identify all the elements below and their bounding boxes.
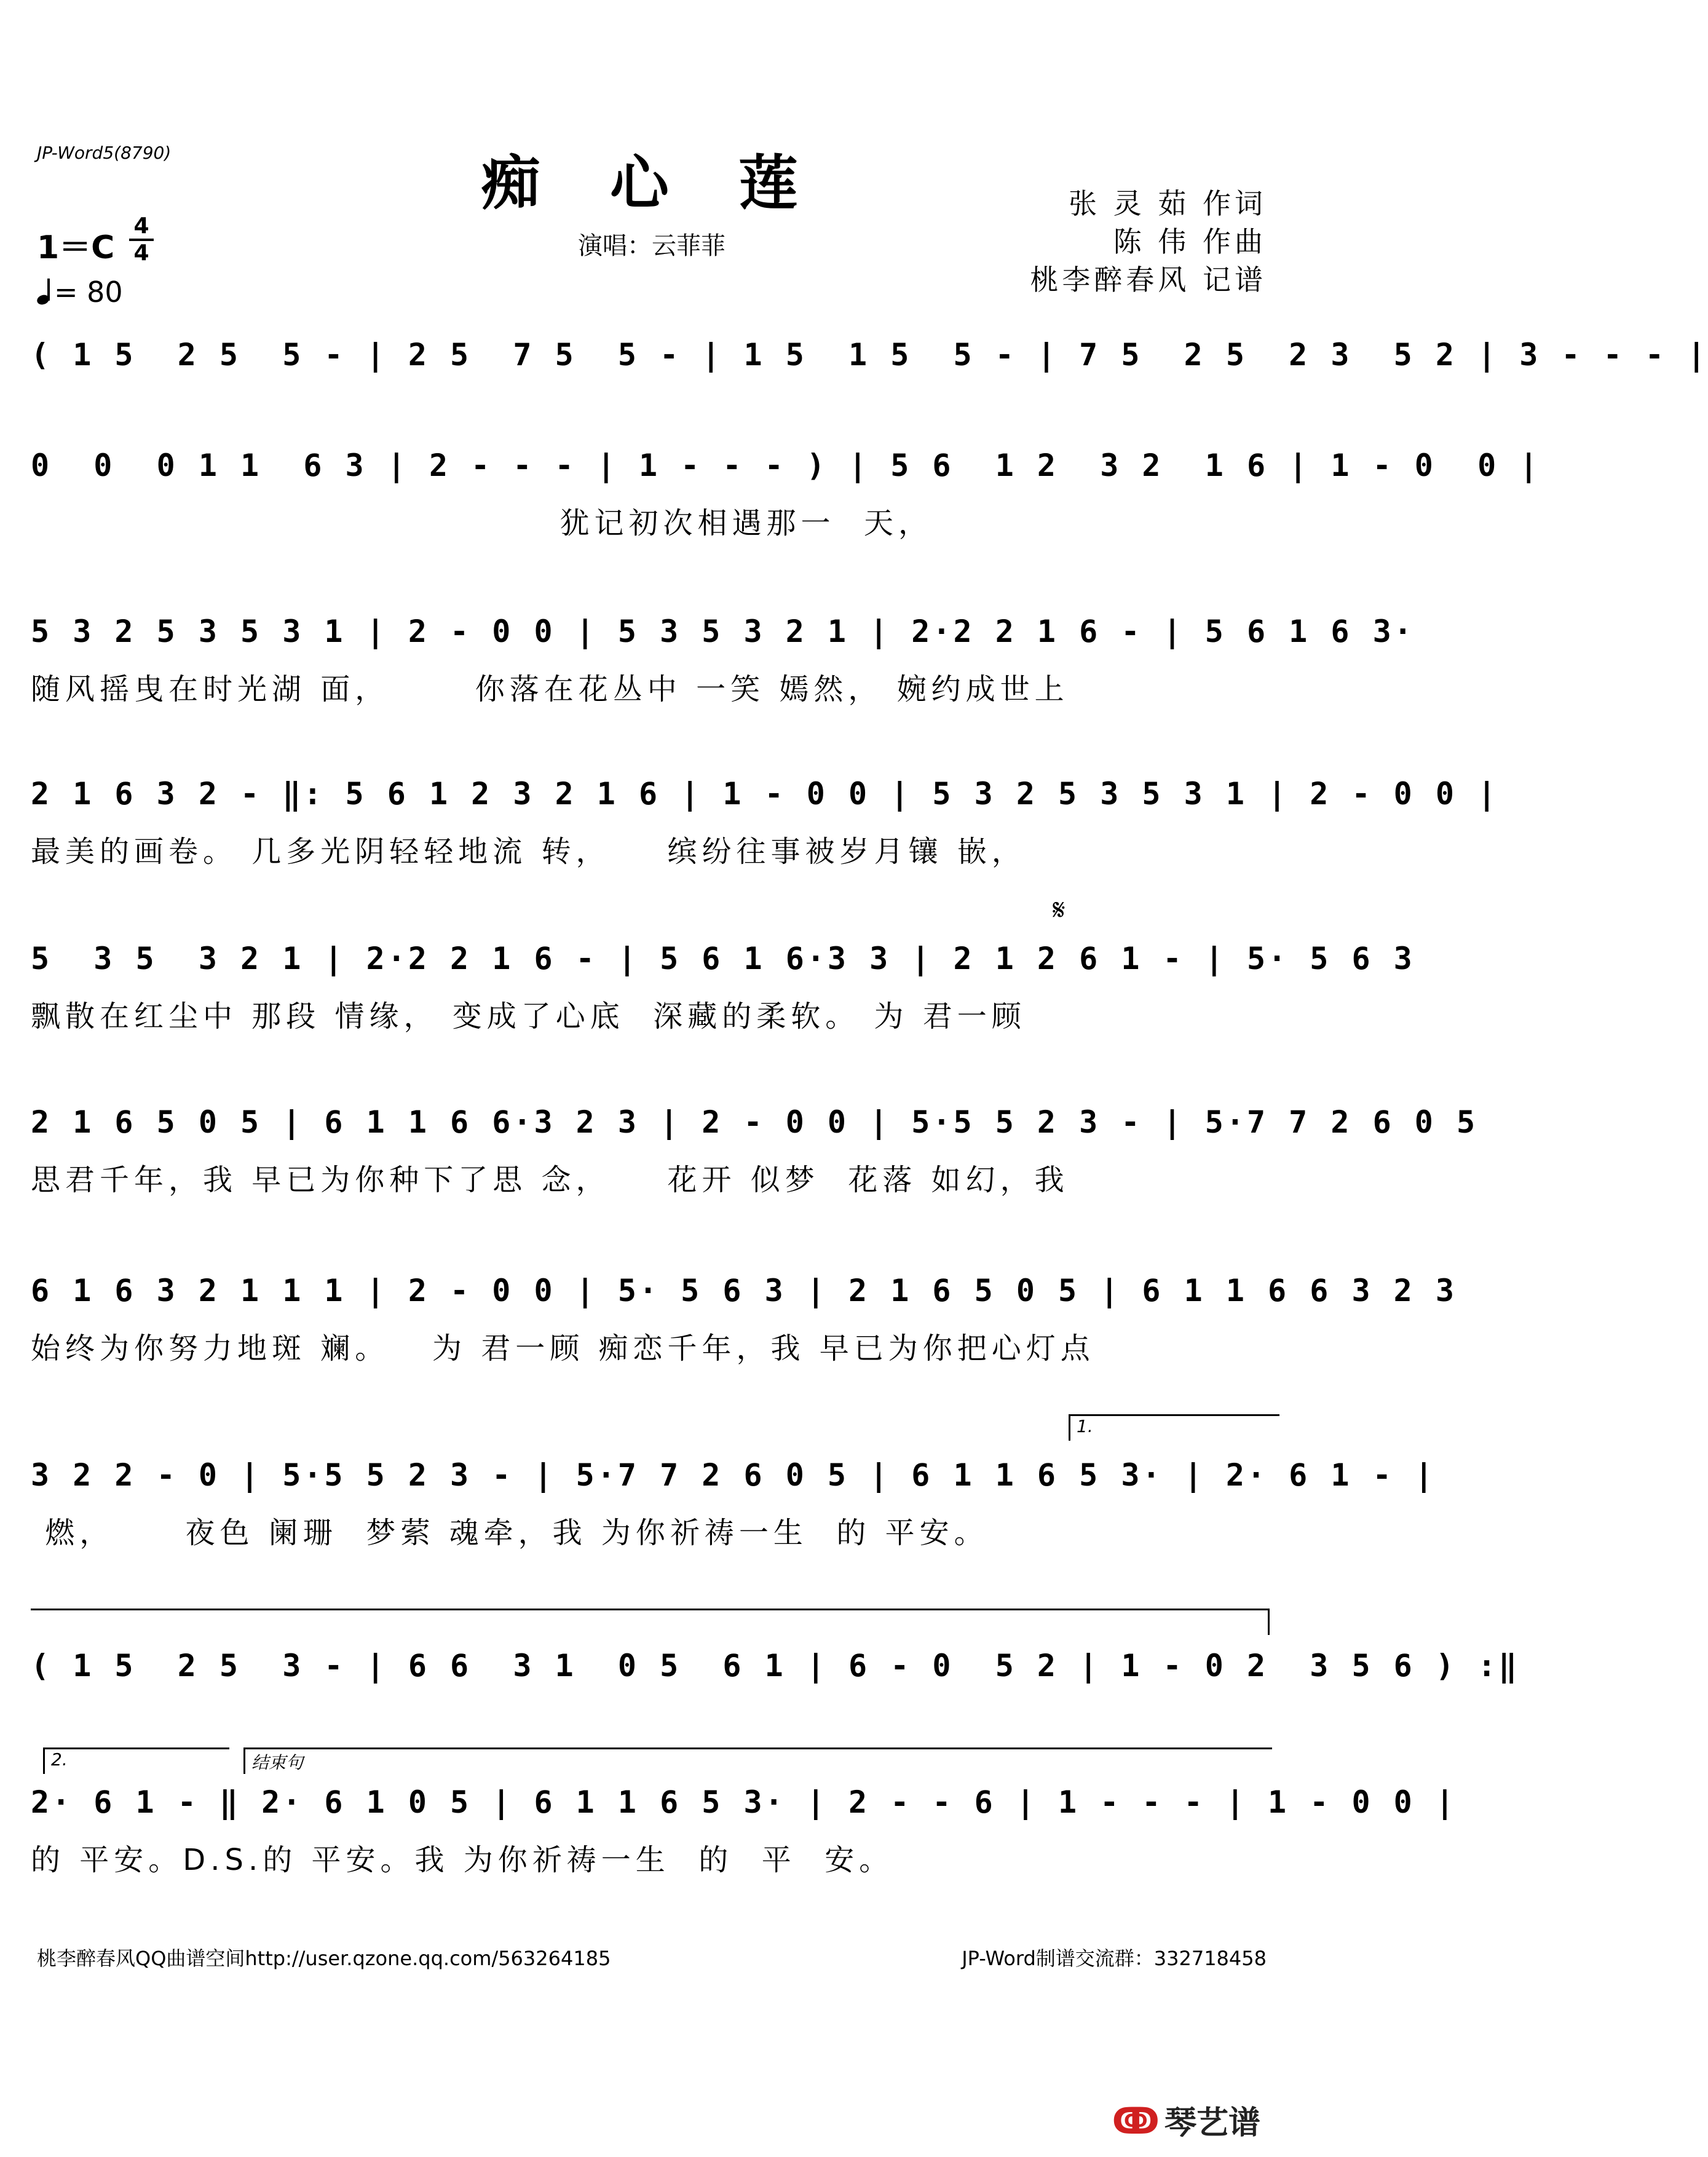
- transcriber-credit: 桃李醉春风 记谱: [1030, 263, 1267, 296]
- score-line-1: [31, 337, 1708, 373]
- song-title: 痴 心 莲: [481, 148, 823, 218]
- notation-row: 2· 6 1 - ‖ 2· 6 1 0 5 | 6 1 1 6 5 3· | 2 - - 6 | 1 - - - | 1 - 0 0 |: [31, 1784, 1457, 1820]
- lyric-row: 燃， 夜色 阑珊 梦萦 魂牵，我 为你祈祷一生 的 平安。: [31, 1516, 989, 1550]
- lyric-row: 思君千年，我 早已为你种下了思 念， 花开 似梦 花落 如幻，我: [31, 1163, 1069, 1197]
- notation-row: 5 3 2 5 3 5 3 1 | 2 - 0 0 | 5 3 5 3 2 1 | 2·2 2 1 6 - | 5 6 1 6 3·: [31, 614, 1415, 649]
- notation-row: 3 2 2 - 0 | 5·5 5 2 3 - | 5·7 7 2 6 0 5 | 6 1 1 6 5 3· | 2· 6 1 - |: [31, 1457, 1436, 1493]
- time-signature: [129, 215, 154, 264]
- notation-row: 5 3 5 3 2 1 | 2·2 2 1 6 - | 5 6 1 6·3 3 | 2 1 2 6 1 - | 5· 5 6 3: [31, 941, 1415, 976]
- segno-sign: 𝄋: [1053, 893, 1066, 927]
- key-signature: 1＝C: [37, 229, 115, 266]
- credits: [1030, 184, 1267, 299]
- score-line-7: [31, 1273, 1457, 1367]
- score-line-4: [31, 776, 1499, 870]
- footer-left: 桃李醉春风QQ曲谱空间http://user.qzone.qq.com/563264185: [37, 1947, 611, 1970]
- tempo-value: = 80: [54, 275, 123, 309]
- logo-text: 琴艺谱: [1164, 2105, 1260, 2142]
- coda-bracket: 结束句: [243, 1747, 1272, 1774]
- quarter-note-icon: [37, 280, 50, 304]
- notation-row: 0 0 0 1 1 6 3 | 2 - - - | 1 - - - ) | 5 6 1 2 3 2 1 6 | 1 - 0 0 |: [31, 448, 1541, 483]
- time-bottom: 4: [133, 240, 149, 266]
- notation-row: 2 1 6 3 2 - ‖: 5 6 1 2 3 2 1 6 | 1 - 0 0 | 5 3 2 5 3 5 3 1 | 2 - 0 0 |: [31, 776, 1499, 812]
- lyric-row: 犹记初次相遇那一 天，: [31, 506, 933, 540]
- site-logo: [1112, 2097, 1260, 2143]
- singer-line: 演唱：云菲菲: [578, 232, 726, 260]
- score-line-3: [31, 614, 1415, 708]
- volta-second-ending: 2.: [43, 1747, 229, 1774]
- notation-row: 6 1 6 3 2 1 1 1 | 2 - 0 0 | 5· 5 6 3 | 2 1 6 5 0 5 | 6 1 1 6 6 3 2 3: [31, 1273, 1457, 1308]
- composer-credit: 陈 伟 作曲: [1113, 225, 1267, 258]
- footer-right: JP-Word制谱交流群：332718458: [962, 1947, 1267, 1970]
- lyric-row: 的 平安。D.S.的 平安。我 为你祈祷一生 的 平 安。: [31, 1843, 894, 1877]
- lyricist-credit: 张 灵 茹 作词: [1069, 187, 1267, 220]
- score-line-9: [31, 1648, 1520, 1684]
- score-line-5: [31, 941, 1415, 1035]
- score-line-6: [31, 1104, 1478, 1198]
- notation-row: ( 1 5 2 5 3 - | 6 6 3 1 0 5 6 1 | 6 - 0 5 2 | 1 - 0 2 3 5 6 ) :‖: [31, 1648, 1520, 1684]
- score-line-2: [31, 448, 1541, 542]
- volta-first-ending: 1.: [1069, 1414, 1279, 1441]
- lyric-row: 最美的画卷。 几多光阴轻轻地流 转， 缤纷往事被岁月镶 嵌，: [31, 834, 1026, 869]
- time-top: 4: [133, 213, 149, 239]
- lyric-row: 随风摇曳在时光湖 面， 你落在花丛中 一笑 嫣然， 婉约成世上: [31, 672, 1069, 706]
- tempo-marking: [37, 275, 123, 309]
- logo-icon: ↂ: [1112, 2100, 1160, 2143]
- notation-row: 2 1 6 5 0 5 | 6 1 1 6 6·3 2 3 | 2 - 0 0 | 5·5 5 2 3 - | 5·7 7 2 6 0 5: [31, 1104, 1478, 1140]
- lyric-row: 飘散在红尘中 那段 情缘， 变成了心底 深藏的柔软。 为 君一顾: [31, 999, 1026, 1034]
- score-line-10: [31, 1784, 1457, 1878]
- lyric-row: 始终为你努力地斑 斓。 为 君一顾 痴恋千年，我 早已为你把心灯点: [31, 1331, 1095, 1366]
- score-line-8: [31, 1457, 1436, 1551]
- volta-bracket-continuation: [31, 1609, 1270, 1635]
- notation-row: ( 1 5 2 5 5 - | 2 5 7 5 5 - | 1 5 1 5 5 - | 7 5 2 5 2 3 5 2 | 3 - - - |: [31, 337, 1708, 373]
- software-label: JP-Word5(8790): [37, 143, 172, 163]
